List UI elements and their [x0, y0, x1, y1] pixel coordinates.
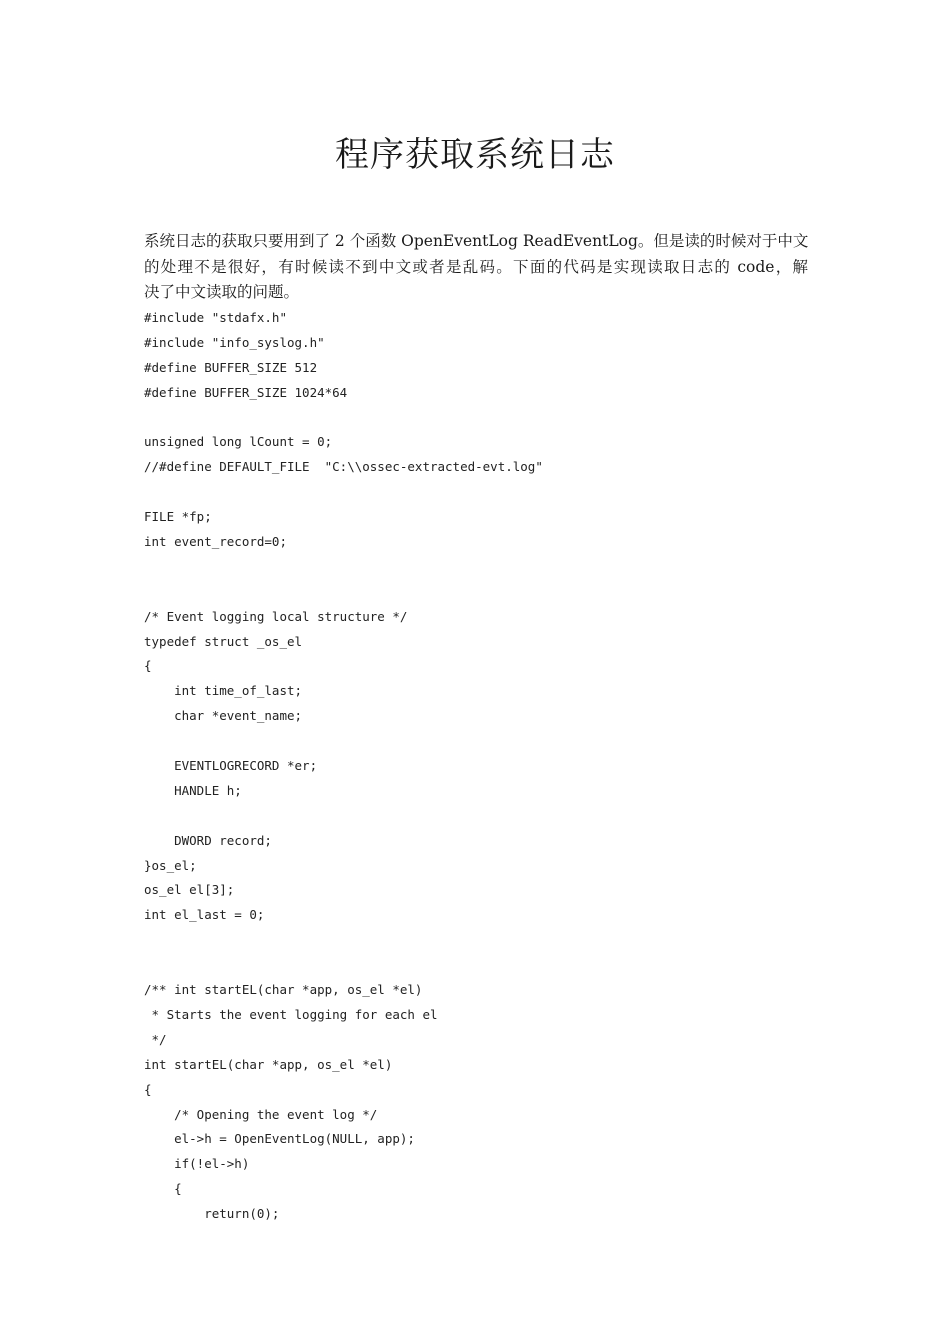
code-line: /** int startEL(char *app, os_el *el): [144, 982, 423, 998]
intro-line: 决了中文读取的问题。: [144, 283, 300, 301]
code-line: int event_record=0;: [144, 534, 287, 550]
code-line: */: [144, 1031, 167, 1047]
code-line: [144, 928, 824, 953]
code-line: {: [144, 1181, 182, 1197]
code-line: HANDLE h;: [144, 782, 242, 798]
code-line: typedef struct _os_el: [144, 633, 303, 649]
code-line: #include "stdafx.h": [144, 310, 287, 325]
code-line: char *event_name;: [144, 708, 303, 724]
code-line: FILE *fp;: [144, 509, 212, 525]
code-line: [144, 804, 824, 829]
code-line: return(0);: [144, 1206, 280, 1222]
code-line: #define BUFFER_SIZE 1024*64: [144, 384, 348, 400]
code-line: {: [144, 1081, 152, 1097]
code-line: if(!el->h): [144, 1156, 250, 1172]
intro-paragraph: [144, 229, 808, 306]
code-line: #include "info_syslog.h": [144, 334, 325, 350]
code-line: /* Event logging local structure */: [144, 608, 408, 624]
code-line: int time_of_last;: [144, 683, 303, 699]
code-line: //#define DEFAULT_FILE "C:\\ossec-extracted-evt.log": [144, 459, 543, 475]
code-line: [144, 729, 824, 754]
intro-line: 的处理不是很好，有时候读不到中文或者是乱码。下面的代码是实现读取日志的 code，解: [144, 257, 808, 276]
code-line: int el_last = 0;: [144, 907, 265, 923]
code-line: {: [144, 658, 152, 674]
code-line: * Starts the event logging for each el: [144, 1006, 438, 1022]
code-line: #define BUFFER_SIZE 512: [144, 359, 318, 375]
code-line: [144, 555, 824, 580]
code-line: [144, 580, 824, 605]
code-line: os_el el[3];: [144, 882, 235, 898]
code-block: [144, 306, 824, 1227]
code-line: [144, 406, 824, 431]
code-line: DWORD record;: [144, 832, 272, 848]
code-line: el->h = OpenEventLog(NULL, app);: [144, 1131, 415, 1147]
code-line: EVENTLOGRECORD *er;: [144, 758, 318, 774]
intro-line: 系统日志的获取只要用到了 2 个函数 OpenEventLog ReadEventLog。但是读的时候对于中文: [144, 232, 809, 250]
code-line: }os_el;: [144, 857, 197, 873]
code-line: [144, 480, 824, 505]
code-line: unsigned long lCount = 0;: [144, 434, 333, 450]
document-title: 程序获取系统日志: [335, 135, 615, 175]
code-line: [144, 953, 824, 978]
code-line: int startEL(char *app, os_el *el): [144, 1056, 393, 1072]
code-line: /* Opening the event log */: [144, 1106, 378, 1122]
